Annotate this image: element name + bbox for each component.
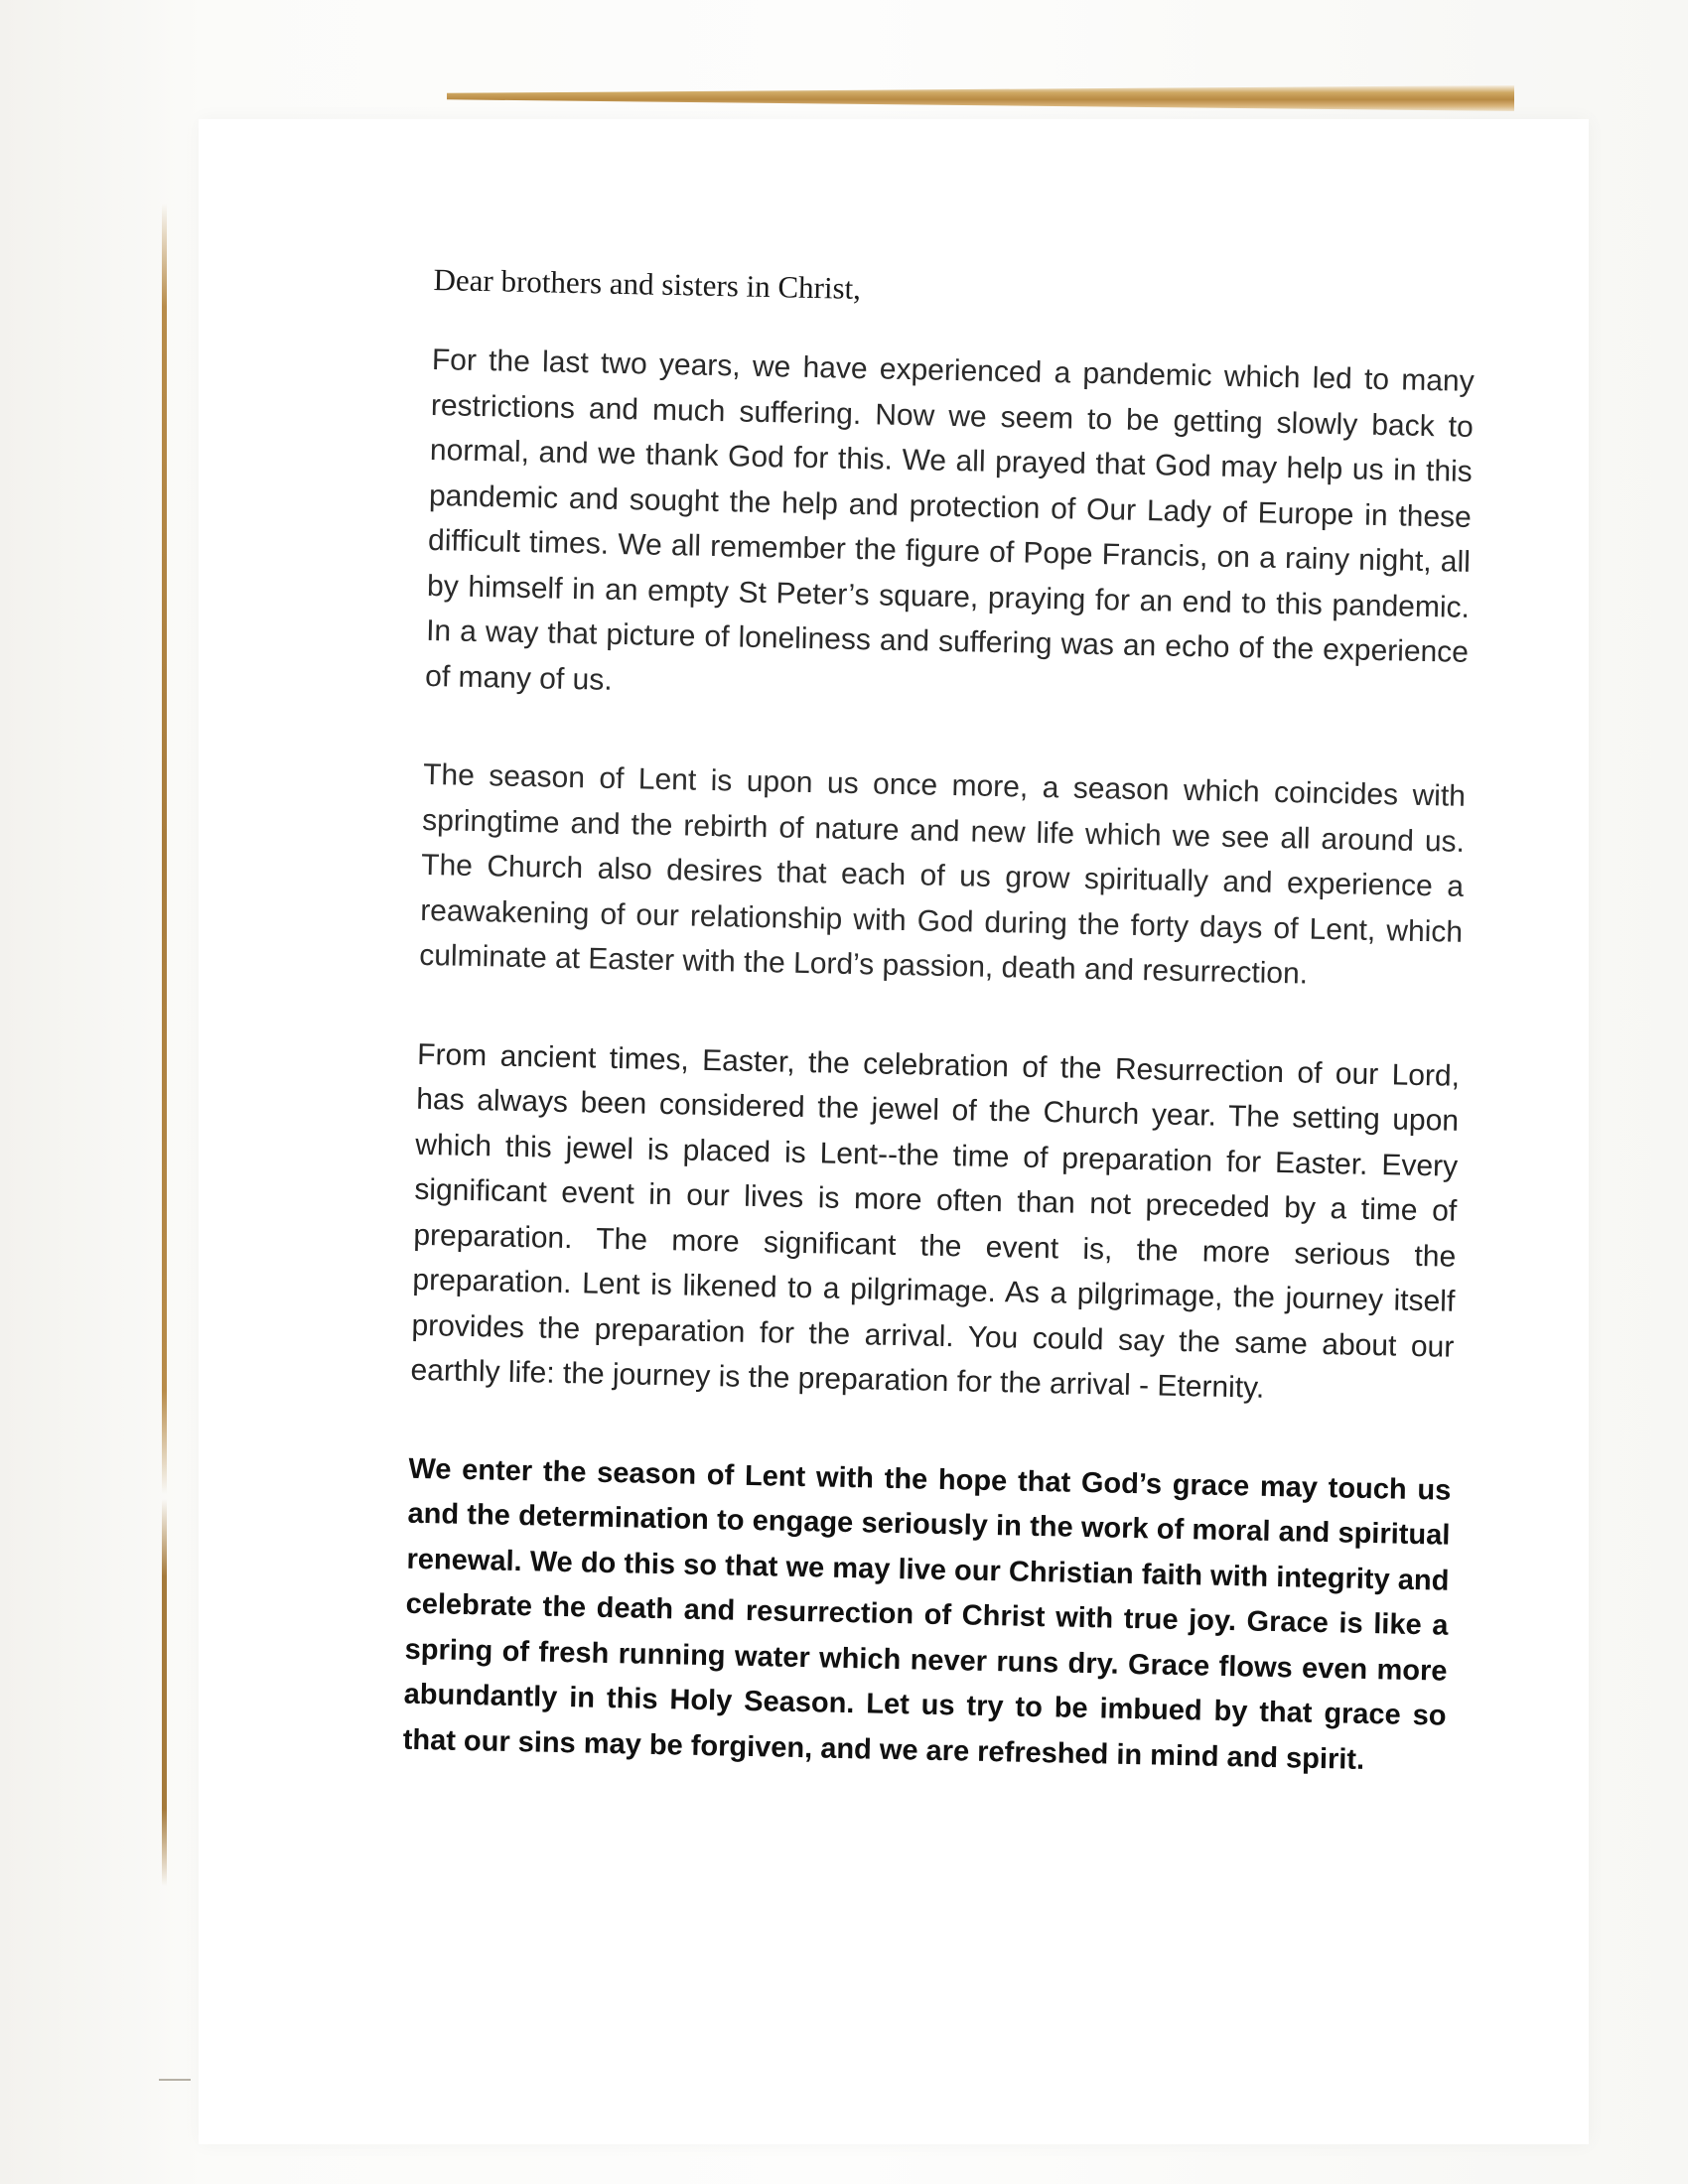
salutation: Dear brothers and sisters in Christ, [433,261,862,307]
paragraph-grace: We enter the season of Lent with the hope that God’s grace may touch us and the determination to engage seriously in the work of moral and spiritual renewal. We do this so that we may live our Christian faith with integrity and celebrate the death and resurrection of Christ with true joy. Grace is like a spring of fresh running water which never runs dry. Grace flows even more abundantly in this Holy Season. Let us try to be imbued by that grace so that our sins may be forgiven, and we are refreshed in mind and spirit. [402,1452,1452,1776]
paragraph-easter-preparation: From ancient times, Easter, the celebration of the Resurrection of our Lord, has always been considered the jewel of the Church year. The setting upon which this jewel is placed is Lent--the time of preparation for Easter. Every significant event in our lives is more often than not preceded by a time of preparation. The more significant the event is, the more serious the preparation. Lent is likened to a pilgrimage. As a pilgrimage, the journey itself provides the preparation for the arrival. You could say the same about our earthly life: the journey is the preparation for the arrival - Eternity. [410,1037,1461,1406]
paragraph-pandemic: For the last two years, we have experienced a pandemic which led to many restrictions and much suffering. Now we seem to be getting slowly back to normal, and we thank God for this. We all prayed that God may help us in this pandemic and sought the help and protection of Our Lady of Europe in these difficult times. We all remember the figure of Pope Francis, on a rainy night, all by himself in an empty St Peter’s square, praying for an end to this pandemic. In a way that picture of loneliness and suffering was an echo of the experience of many of us. [424,343,1476,697]
paragraph-lent-season: The season of Lent is upon us once more, a season which coincides with springtime and the rebirth of nature and new life which we see all around us. The Church also desires that each of us grow spiritually and experience a reawakening of our relationship with God during the forty days of Lent, which culminate at Easter with the Lord’s passion, death and resurrection. [418,758,1467,991]
wood-table-edge-left [162,204,167,1494]
wood-table-edge-left-lower [162,1499,167,1886]
letter-body [401,260,1477,1839]
edge-mark [159,2079,191,2081]
